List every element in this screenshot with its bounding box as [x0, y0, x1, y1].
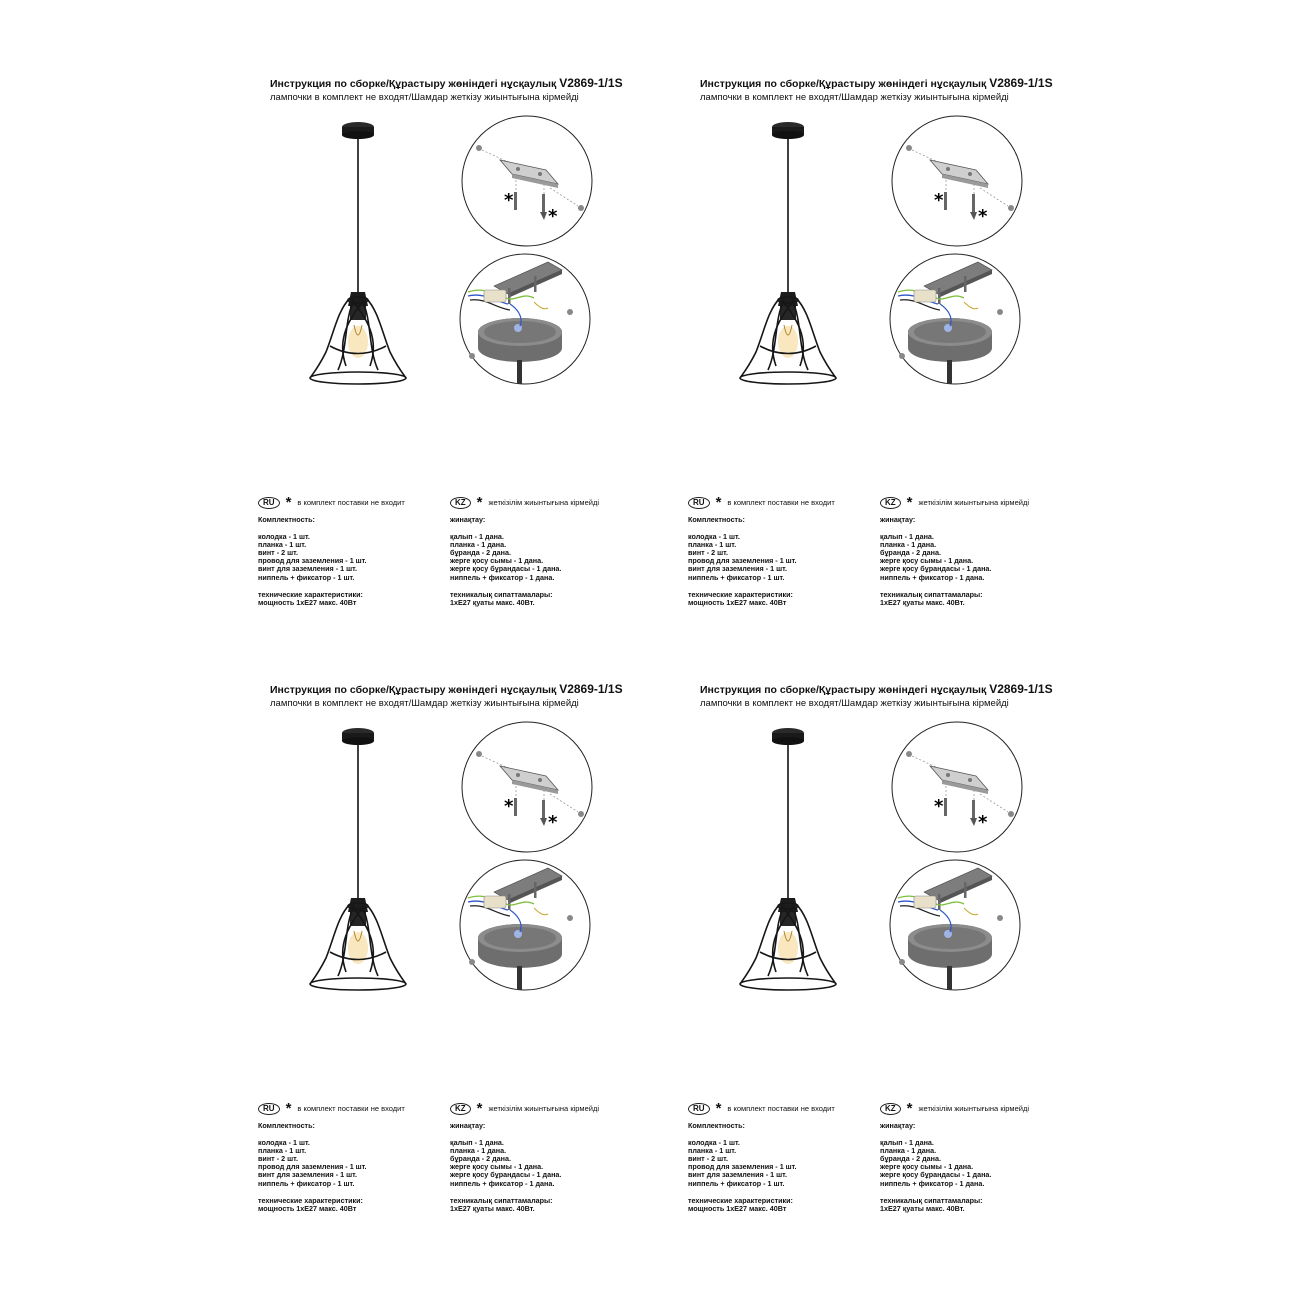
ru-specs [688, 1197, 873, 1213]
kz-not-included-note: жеткізілім жиынтығына кірмейді [918, 1103, 1029, 1113]
sheet-subtitle: лампочки в комплект не входят/Шамдар жеткізу жиынтығына кірмейді [700, 698, 1009, 709]
pendant-lamp-illustration [738, 726, 838, 996]
ru-specs [258, 1197, 443, 1213]
asterisk-icon: * [906, 1100, 913, 1117]
asterisk-icon: * [715, 1100, 722, 1117]
list-item: винт для заземления - 1 шт. [688, 564, 787, 574]
wiring-canopy-diagram [458, 252, 592, 386]
list-item: провод для заземления - 1 шт. [258, 1162, 367, 1172]
ru-specs [688, 591, 873, 607]
kz-specs [880, 1197, 1080, 1213]
model-number: V2869-1/1S [559, 76, 623, 90]
asterisk-icon: * [285, 494, 292, 511]
list-item: винт - 2 шт. [258, 1154, 298, 1164]
list-item: қалып - 1 дана. [880, 532, 934, 542]
list-item: ниппель + фиксатор - 1 дана. [880, 572, 985, 582]
list-item: планка - 1 дана. [450, 1146, 507, 1156]
list-item: ниппель + фиксатор - 1 шт. [688, 572, 785, 582]
list-item: ниппель + фиксатор - 1 дана. [450, 572, 555, 582]
kz-specs [450, 591, 650, 607]
asterisk-icon: * [715, 494, 722, 511]
ru-specs-label: технические характеристики: [688, 1195, 793, 1205]
list-item: ниппель + фиксатор - 1 дана. [880, 1178, 985, 1188]
ru-column [258, 1102, 443, 1213]
asterisk-icon: * [548, 206, 558, 227]
ru-not-included-note: в комплект поставки не входит [727, 1103, 835, 1113]
list-item: бұранда - 2 дана. [880, 548, 942, 558]
kz-column [880, 1102, 1080, 1213]
kz-items-list [880, 533, 1080, 582]
list-item: жерге қосу сымы - 1 дана. [450, 1162, 544, 1172]
list-item: ниппель + фиксатор - 1 шт. [258, 1178, 355, 1188]
kz-badge: KZ [880, 1103, 901, 1115]
ru-not-included-note: в комплект поставки не входит [297, 497, 405, 507]
list-item: ниппель + фиксатор - 1 шт. [258, 572, 355, 582]
kz-column [450, 496, 650, 607]
ru-specs [258, 591, 443, 607]
list-item: винт для заземления - 1 шт. [688, 1170, 787, 1180]
ru-badge: RU [688, 497, 710, 509]
instruction-sheet [258, 76, 700, 676]
pendant-lamp-illustration [738, 120, 838, 390]
mounting-bracket-diagram [890, 720, 1024, 854]
ru-completeness-label: Комплектность: [258, 1121, 315, 1130]
list-item: бұранда - 2 дана. [880, 1154, 942, 1164]
ru-specs-label: технические характеристики: [258, 589, 363, 599]
list-item: колодка - 1 шт. [688, 1138, 740, 1148]
kz-badge: KZ [450, 1103, 471, 1115]
kz-specs-label: техникалық сипаттамалары: [450, 1195, 553, 1205]
asterisk-icon: * [548, 812, 558, 833]
sheet-title: Инструкция по сборке/Құрастыру жөніндегі нұсқаулық V2869-1/1S [700, 682, 1053, 696]
kz-not-included-note: жеткізілім жиынтығына кірмейді [918, 497, 1029, 507]
ru-specs-value: мощность 1хЕ27 макс. 40Вт [258, 597, 357, 607]
kz-items-list [880, 1139, 1080, 1188]
list-item: қалып - 1 дана. [880, 1138, 934, 1148]
list-item: жерге қосу сымы - 1 дана. [880, 1162, 974, 1172]
ru-completeness-label: Комплектность: [688, 515, 745, 524]
list-item: бұранда - 2 дана. [450, 1154, 512, 1164]
kz-specs-label: техникалық сипаттамалары: [450, 589, 553, 599]
list-item: колодка - 1 шт. [258, 1138, 310, 1148]
ru-items-list [688, 533, 873, 582]
kz-specs-value: 1хЕ27 қуаты макс. 40Вт. [450, 1203, 535, 1213]
ru-specs-label: технические характеристики: [688, 589, 793, 599]
wiring-canopy-diagram [888, 858, 1022, 992]
model-number: V2869-1/1S [559, 682, 623, 696]
list-item: винт для заземления - 1 шт. [258, 1170, 357, 1180]
pendant-lamp-illustration [308, 726, 408, 996]
list-item: колодка - 1 шт. [258, 532, 310, 542]
instruction-sheet [258, 682, 700, 1282]
kz-badge: KZ [450, 497, 471, 509]
list-item: провод для заземления - 1 шт. [688, 556, 797, 566]
list-item: винт - 2 шт. [688, 1154, 728, 1164]
asterisk-icon: * [285, 1100, 292, 1117]
kz-completeness-label: жинақтау: [880, 515, 916, 524]
mounting-bracket-diagram [460, 720, 594, 854]
list-item: жерге қосу бұрандасы - 1 дана. [450, 564, 562, 574]
asterisk-icon: * [476, 1100, 483, 1117]
mounting-bracket-diagram [460, 114, 594, 248]
kz-specs-value: 1хЕ27 қуаты макс. 40Вт. [880, 597, 965, 607]
list-item: планка - 1 дана. [880, 1146, 937, 1156]
asterisk-icon: * [504, 796, 514, 817]
kz-specs-label: техникалық сипаттамалары: [880, 1195, 983, 1205]
instruction-sheet [688, 682, 1130, 1282]
model-number: V2869-1/1S [989, 76, 1053, 90]
ru-specs-label: технические характеристики: [258, 1195, 363, 1205]
asterisk-icon: * [934, 190, 944, 211]
kz-not-included-note: жеткізілім жиынтығына кірмейді [488, 1103, 599, 1113]
ru-badge: RU [688, 1103, 710, 1115]
list-item: планка - 1 шт. [258, 540, 307, 550]
kz-items-list [450, 533, 650, 582]
list-item: жерге қосу бұрандасы - 1 дана. [880, 564, 992, 574]
kz-items-list [450, 1139, 650, 1188]
ru-items-list [258, 1139, 443, 1188]
kz-completeness-label: жинақтау: [880, 1121, 916, 1130]
kz-badge: KZ [880, 497, 901, 509]
sheet-title: Инструкция по сборке/Құрастыру жөніндегі нұсқаулық V2869-1/1S [700, 76, 1053, 90]
asterisk-icon: * [504, 190, 514, 211]
list-item: провод для заземления - 1 шт. [258, 556, 367, 566]
list-item: планка - 1 дана. [450, 540, 507, 550]
list-item: жерге қосу бұрандасы - 1 дана. [880, 1170, 992, 1180]
kz-specs-value: 1хЕ27 қуаты макс. 40Вт. [880, 1203, 965, 1213]
ru-badge: RU [258, 497, 280, 509]
kz-column [450, 1102, 650, 1213]
kz-specs [880, 591, 1080, 607]
sheet-subtitle: лампочки в комплект не входят/Шамдар жеткізу жиынтығына кірмейді [700, 92, 1009, 103]
kz-specs [450, 1197, 650, 1213]
kz-completeness-label: жинақтау: [450, 1121, 486, 1130]
ru-column [688, 1102, 873, 1213]
list-item: қалып - 1 дана. [450, 1138, 504, 1148]
instruction-sheet [688, 76, 1130, 676]
list-item: ниппель + фиксатор - 1 шт. [688, 1178, 785, 1188]
ru-items-list [688, 1139, 873, 1188]
sheet-subtitle: лампочки в комплект не входят/Шамдар жеткізу жиынтығына кірмейді [270, 698, 579, 709]
list-item: ниппель + фиксатор - 1 дана. [450, 1178, 555, 1188]
ru-completeness-label: Комплектность: [688, 1121, 745, 1130]
ru-specs-value: мощность 1хЕ27 макс. 40Вт [688, 597, 787, 607]
pendant-lamp-illustration [308, 120, 408, 390]
sheet-title: Инструкция по сборке/Құрастыру жөніндегі нұсқаулық V2869-1/1S [270, 682, 623, 696]
list-item: колодка - 1 шт. [688, 532, 740, 542]
asterisk-icon: * [978, 812, 988, 833]
list-item: винт - 2 шт. [688, 548, 728, 558]
list-item: винт - 2 шт. [258, 548, 298, 558]
list-item: винт для заземления - 1 шт. [258, 564, 357, 574]
asterisk-icon: * [934, 796, 944, 817]
ru-not-included-note: в комплект поставки не входит [727, 497, 835, 507]
list-item: жерге қосу бұрандасы - 1 дана. [450, 1170, 562, 1180]
model-number: V2869-1/1S [989, 682, 1053, 696]
asterisk-icon: * [476, 494, 483, 511]
ru-column [688, 496, 873, 607]
sheet-subtitle: лампочки в комплект не входят/Шамдар жеткізу жиынтығына кірмейді [270, 92, 579, 103]
kz-specs-value: 1хЕ27 қуаты макс. 40Вт. [450, 597, 535, 607]
asterisk-icon: * [906, 494, 913, 511]
list-item: жерге қосу сымы - 1 дана. [880, 556, 974, 566]
list-item: қалып - 1 дана. [450, 532, 504, 542]
mounting-bracket-diagram [890, 114, 1024, 248]
list-item: провод для заземления - 1 шт. [688, 1162, 797, 1172]
list-item: планка - 1 дана. [880, 540, 937, 550]
kz-not-included-note: жеткізілім жиынтығына кірмейді [488, 497, 599, 507]
kz-completeness-label: жинақтау: [450, 515, 486, 524]
ru-items-list [258, 533, 443, 582]
ru-not-included-note: в комплект поставки не входит [297, 1103, 405, 1113]
ru-specs-value: мощность 1хЕ27 макс. 40Вт [688, 1203, 787, 1213]
ru-completeness-label: Комплектность: [258, 515, 315, 524]
list-item: планка - 1 шт. [688, 1146, 737, 1156]
list-item: планка - 1 шт. [688, 540, 737, 550]
list-item: планка - 1 шт. [258, 1146, 307, 1156]
asterisk-icon: * [978, 206, 988, 227]
list-item: бұранда - 2 дана. [450, 548, 512, 558]
ru-column [258, 496, 443, 607]
wiring-canopy-diagram [458, 858, 592, 992]
kz-column [880, 496, 1080, 607]
ru-specs-value: мощность 1хЕ27 макс. 40Вт [258, 1203, 357, 1213]
sheet-title: Инструкция по сборке/Құрастыру жөніндегі нұсқаулық V2869-1/1S [270, 76, 623, 90]
ru-badge: RU [258, 1103, 280, 1115]
kz-specs-label: техникалық сипаттамалары: [880, 589, 983, 599]
wiring-canopy-diagram [888, 252, 1022, 386]
list-item: жерге қосу сымы - 1 дана. [450, 556, 544, 566]
